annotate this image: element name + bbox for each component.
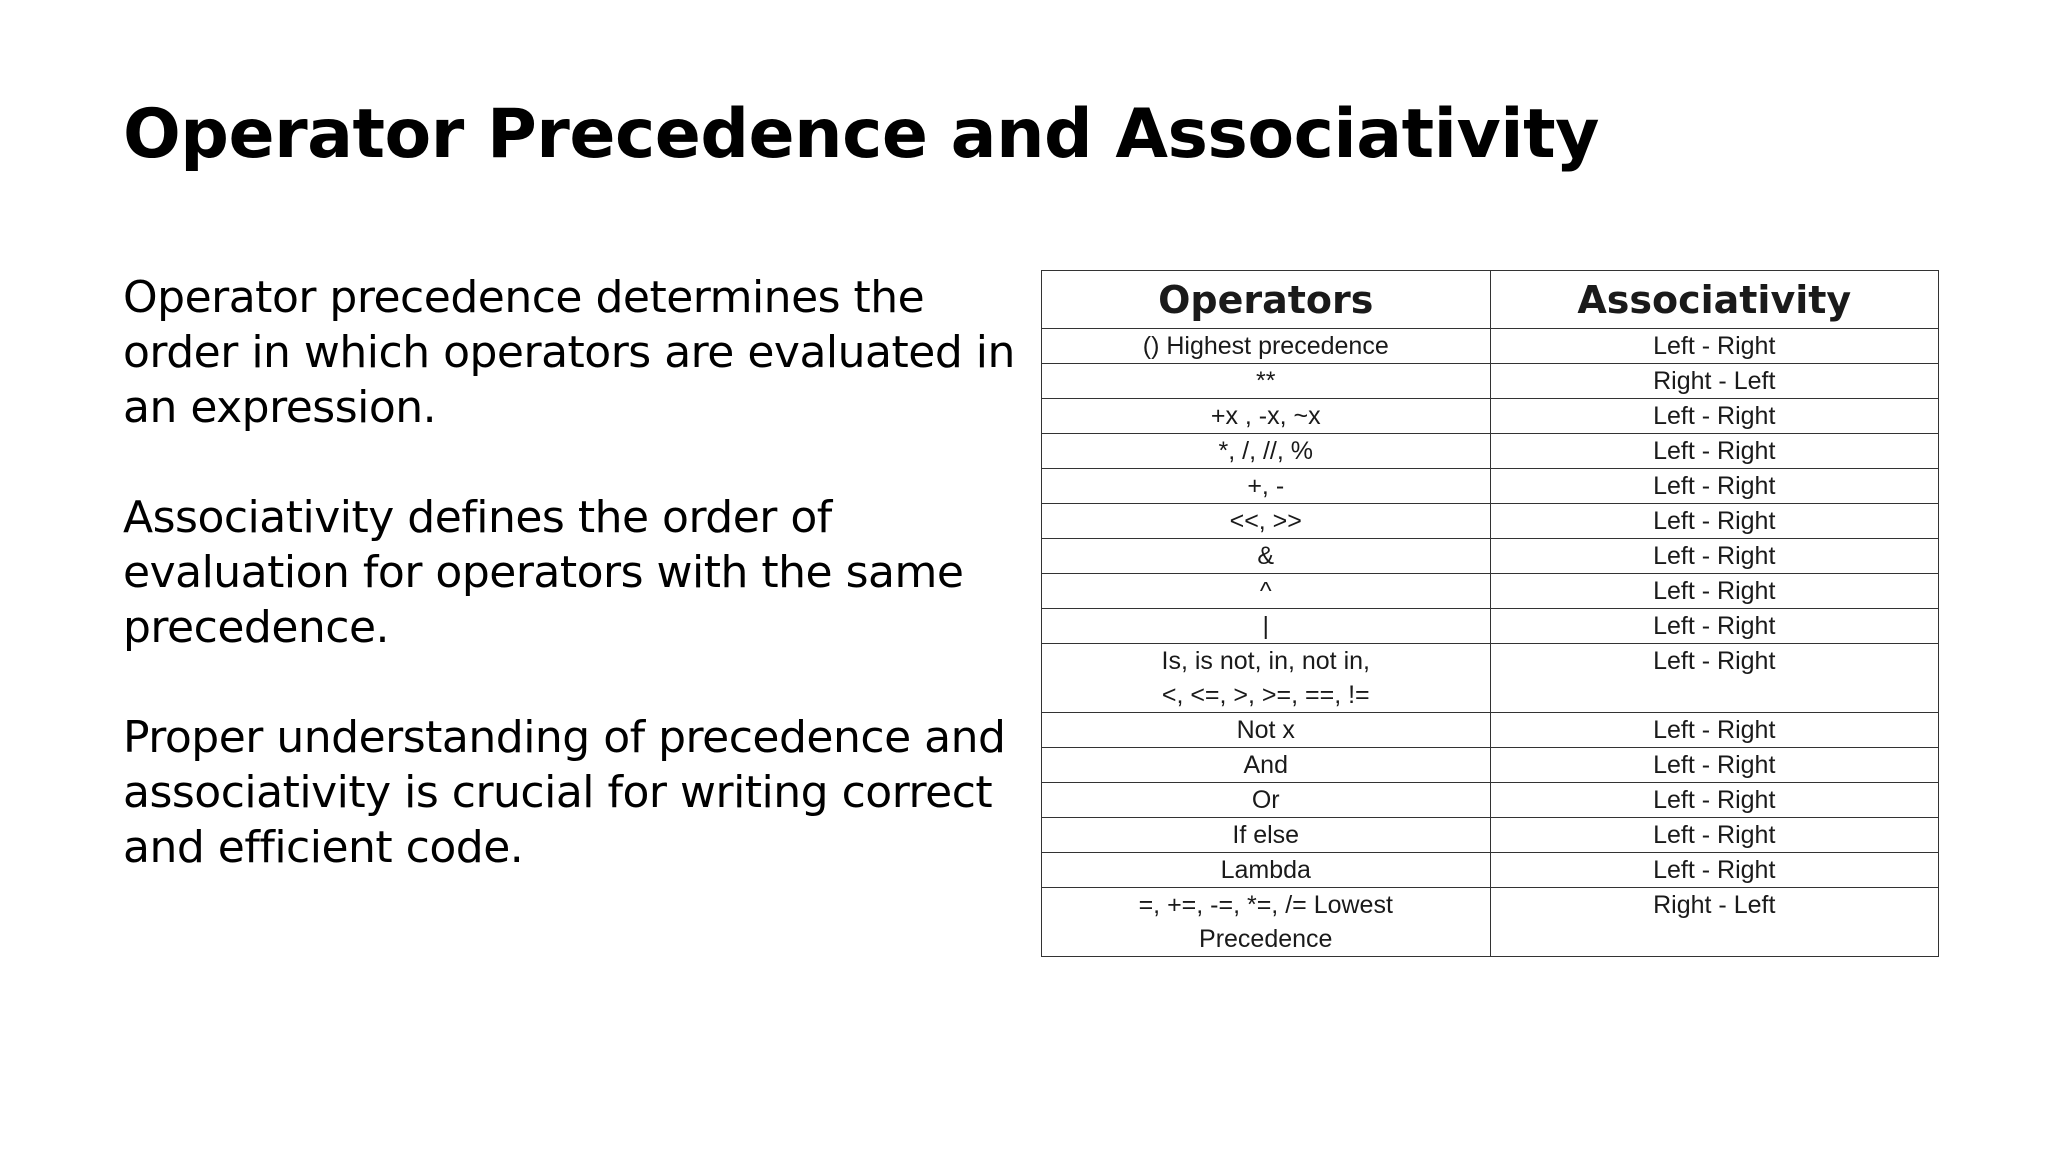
operator-cell: +x , -x, ~x xyxy=(1042,399,1491,434)
associativity-cell: Left - Right xyxy=(1490,434,1939,469)
table-row xyxy=(1042,783,1939,818)
table-row xyxy=(1042,853,1939,888)
operator-cell: Or xyxy=(1042,783,1491,818)
precedence-table xyxy=(1041,270,1939,957)
operator-cell: & xyxy=(1042,539,1491,574)
slide-title: Operator Precedence and Associativity xyxy=(123,95,1599,174)
operator-cell: ^ xyxy=(1042,574,1491,609)
associativity-cell: Left - Right xyxy=(1490,539,1939,574)
table-row xyxy=(1042,644,1939,713)
paragraph-precedence: Operator precedence determines the order in which operators are evaluated in an expression. xyxy=(123,272,1015,433)
operator-cell: +, - xyxy=(1042,469,1491,504)
table-header-row xyxy=(1042,271,1939,329)
associativity-cell: Left - Right xyxy=(1490,644,1939,713)
operator-cell: Is, is not, in, not in, <, <=, >, >=, ==, != xyxy=(1042,644,1491,713)
associativity-cell: Left - Right xyxy=(1490,399,1939,434)
precedence-table-container xyxy=(1041,270,1939,957)
body-text xyxy=(123,270,1023,930)
table-row xyxy=(1042,574,1939,609)
operator-cell: And xyxy=(1042,748,1491,783)
operator-cell: () Highest precedence xyxy=(1042,329,1491,364)
associativity-cell: Left - Right xyxy=(1490,783,1939,818)
operator-cell: If else xyxy=(1042,818,1491,853)
table-row xyxy=(1042,818,1939,853)
associativity-cell: Left - Right xyxy=(1490,574,1939,609)
operator-cell: Not x xyxy=(1042,713,1491,748)
table-row xyxy=(1042,748,1939,783)
table-row xyxy=(1042,329,1939,364)
paragraph-importance: Proper understanding of precedence and associativity is crucial for writing correct and efficient code. xyxy=(123,712,1006,873)
operator-cell: ** xyxy=(1042,364,1491,399)
associativity-cell: Left - Right xyxy=(1490,713,1939,748)
header-operators: Operators xyxy=(1042,271,1491,329)
associativity-cell: Left - Right xyxy=(1490,853,1939,888)
associativity-cell: Left - Right xyxy=(1490,609,1939,644)
associativity-cell: Left - Right xyxy=(1490,504,1939,539)
associativity-cell: Left - Right xyxy=(1490,469,1939,504)
associativity-cell: Right - Left xyxy=(1490,888,1939,957)
associativity-cell: Left - Right xyxy=(1490,329,1939,364)
operator-cell: *, /, //, % xyxy=(1042,434,1491,469)
table-row xyxy=(1042,434,1939,469)
operator-cell: <<, >> xyxy=(1042,504,1491,539)
associativity-cell: Left - Right xyxy=(1490,748,1939,783)
operator-cell: | xyxy=(1042,609,1491,644)
table-row xyxy=(1042,609,1939,644)
paragraph-associativity: Associativity defines the order of evaluation for operators with the same precedence. xyxy=(123,492,964,653)
table-row xyxy=(1042,888,1939,957)
table-row xyxy=(1042,504,1939,539)
associativity-cell: Left - Right xyxy=(1490,818,1939,853)
operator-cell: =, +=, -=, *=, /= Lowest Precedence xyxy=(1042,888,1491,957)
table-row xyxy=(1042,364,1939,399)
table-row xyxy=(1042,469,1939,504)
table-row xyxy=(1042,399,1939,434)
table-row xyxy=(1042,713,1939,748)
operator-cell: Lambda xyxy=(1042,853,1491,888)
associativity-cell: Right - Left xyxy=(1490,364,1939,399)
header-associativity: Associativity xyxy=(1490,271,1939,329)
table-row xyxy=(1042,539,1939,574)
